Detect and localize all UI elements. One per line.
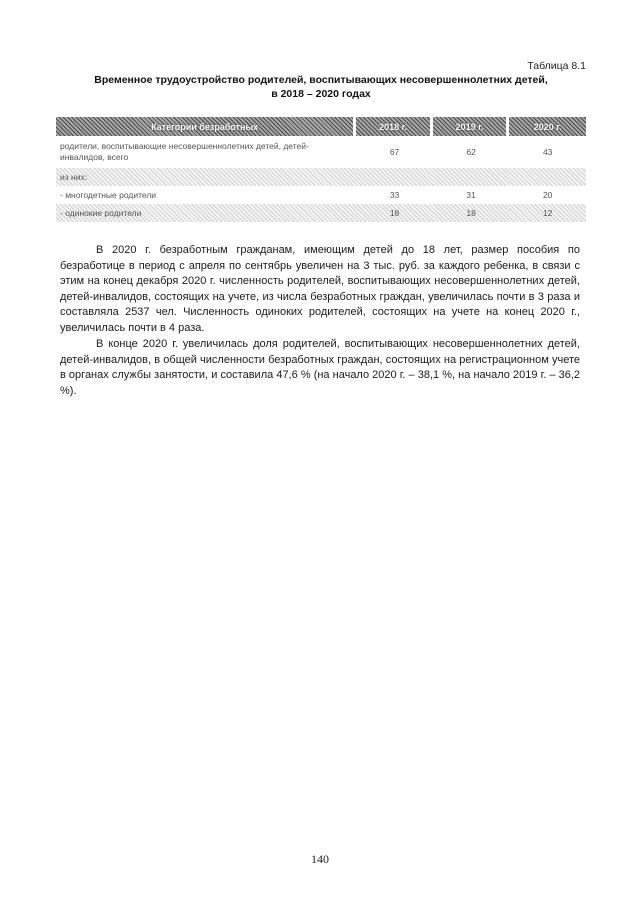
- row-value-2019: 18: [466, 208, 476, 218]
- row-value-2020: [509, 168, 586, 186]
- row-category: - одинокие родители: [60, 207, 142, 218]
- row-value-2020: 12: [542, 208, 553, 218]
- table-title: [56, 73, 586, 101]
- row-value-2020: 43: [542, 147, 553, 157]
- table-label: Таблица 8.1: [527, 60, 586, 72]
- row-value-2019: 31: [466, 190, 476, 200]
- row-value-2019: 62: [466, 147, 476, 157]
- body-paragraph: В 2020 г. безработным гражданам, имеющим детей до 18 лет, размер пособия по безработице в период с апреля по сентябрь увеличен на 3 тыс. руб. за каждого ребенка, в связи с этим на конец декабря 2020 г. численность родителей, воспитывающих несовершеннолетних детей, детей-инвалидов, состоящих на учете, из числа безработных граждан, увеличилась почти в 3 раза и составляла 2537 чел. Численность одиноких родителей, состоящих на учете на конец 2020 г., увеличилась почти в 4 раза.: [60, 244, 580, 334]
- table-row: [56, 136, 586, 168]
- row-category: родители, воспитывающие несовершеннолетних детей, детей-инвалидов, всего: [60, 141, 309, 162]
- table-row: [56, 204, 586, 222]
- table-header-row: [56, 117, 586, 136]
- row-category: - многодетные родители: [60, 189, 157, 200]
- row-value-2020: 20: [542, 190, 553, 200]
- table-title-line-1: Временное трудоустройство родителей, воспитывающих несовершеннолетних детей,: [94, 74, 548, 86]
- table-row: [56, 186, 586, 204]
- header-2019: 2019 г.: [433, 117, 510, 136]
- table-title-line-2: в 2018 – 2020 годах: [271, 88, 371, 100]
- row-value-2018: 33: [389, 190, 400, 200]
- row-value-2019: [433, 168, 510, 186]
- row-value-2018: 67: [389, 147, 400, 157]
- data-table: [56, 117, 586, 222]
- table-row: [56, 168, 586, 186]
- header-2020: 2020 г.: [509, 117, 586, 136]
- row-value-2018: 18: [389, 208, 400, 218]
- header-category: Категории безработных: [56, 117, 356, 136]
- row-category: из них:: [60, 171, 88, 182]
- header-2018: 2018 г.: [356, 117, 433, 136]
- body-paragraph: В конце 2020 г. увеличилась доля родителей, воспитывающих несовершеннолетних детей, детей-инвалидов, в общей численности безработных граждан, состоящих на регистрационном учете в органах службы занятости, и составила 47,6 % (на начало 2020 г. – 38,1 %, на начало 2019 г. – 36,2 %).: [60, 338, 580, 397]
- page-number: 140: [311, 852, 329, 866]
- row-value-2018: [356, 168, 433, 186]
